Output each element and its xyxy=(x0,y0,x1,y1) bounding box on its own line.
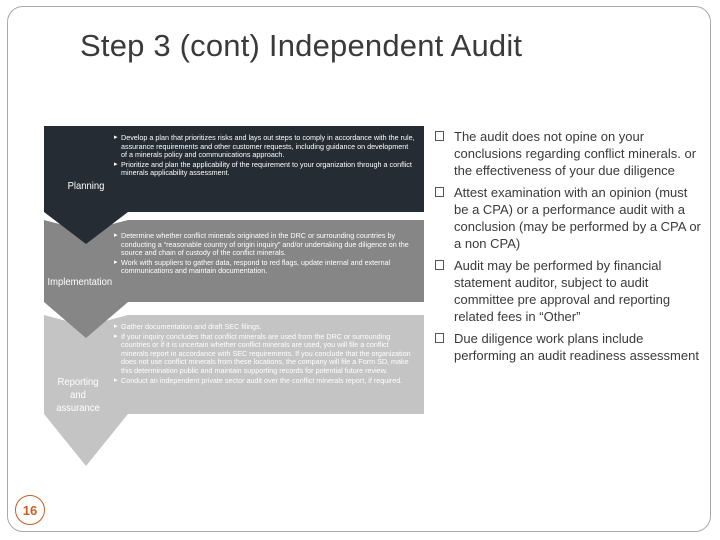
list-item: ▸ Develop a plan that prioritizes risks and lays out steps to comply in accordance with the rule, assurance requirements and other customer requests, including guidance on development of a minerals policy and communications approach. xyxy=(114,134,416,160)
list-item: ▸ Work with suppliers to gather data, respond to red flags, update internal and external communications and maintain documentation. xyxy=(114,259,416,276)
checkbox-bullet-icon xyxy=(435,131,444,141)
list-item xyxy=(433,184,705,252)
key-point-text: Due diligence work plans include performing an audit readiness assessment xyxy=(454,331,699,363)
list-item: ▸ Conduct an independent private sector audit over the conflict minerals report, if required. xyxy=(114,377,416,386)
checkbox-bullet-icon xyxy=(435,187,444,197)
list-item: ▸ Gather documentation and draft SEC filings. xyxy=(114,323,416,332)
implementation-bullets xyxy=(114,232,416,277)
list-item xyxy=(433,128,705,179)
stage-label-reporting: Reporting and assurance xyxy=(56,376,100,414)
slide-title: Step 3 (cont) Independent Audit xyxy=(80,28,523,63)
key-point-text: Audit may be performed by financial statement auditor, subject to audit committee pre approval and reporting related fees in “Other” xyxy=(454,258,671,324)
stage-label-planning: Planning xyxy=(67,180,105,192)
key-point-text: The audit does not opine on your conclusions regarding conflict minerals. or the effectiveness of your due diligence xyxy=(454,129,697,178)
key-point-text: Attest examination with an opinion (must be a CPA) or a performance audit with a conclusion (may be performed by a CPA or a non CPA) xyxy=(454,185,701,251)
list-item xyxy=(433,257,705,325)
checkbox-bullet-icon xyxy=(435,333,444,343)
list-item xyxy=(433,330,705,364)
stage-label-implementation: Implementation xyxy=(47,276,113,288)
list-item: ▸ Determine whether conflict minerals originated in the DRC or surrounding countries by conducting a “reasonable country of origin inquiry” and/or undertaking due diligence on the source and chain of custody of the conflict minerals. xyxy=(114,232,416,258)
process-diagram xyxy=(44,126,424,466)
planning-bullets xyxy=(114,134,416,179)
reporting-bullets xyxy=(114,323,416,386)
checkbox-bullet-icon xyxy=(435,260,444,270)
page-number-badge: 16 xyxy=(15,495,45,525)
key-points-list xyxy=(433,128,705,369)
list-item: ▸ If your inquiry concludes that conflict minerals are used from the DRC or surrounding countries or if it is uncertain whether conflict minerals are used, you will file a conflict minerals report in accordance with SEC requirements. If you conclude that the organization does not use conflict minerals from these locations, the company will file a Form SD, make this determination public and maintain supporting records for potential future review. xyxy=(114,333,416,376)
list-item: ▸ Prioritize and plan the applicability of the requirement to your organization through a conflict minerals applicability assessment. xyxy=(114,161,416,178)
